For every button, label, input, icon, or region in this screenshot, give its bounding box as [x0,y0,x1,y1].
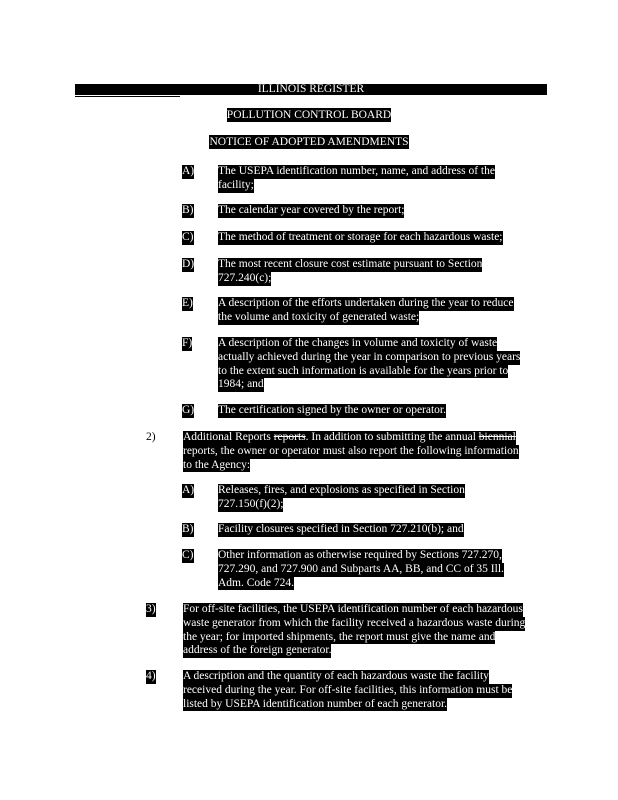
section-2-mark: 2) [146,431,156,443]
section-2-item-c-text: Other information as otherwise required by Sections 727.270, 727.290, and 727.900 and Subparts AA, BB, and CC of 35 Ill. Adm. Code 724. [218,549,504,589]
section-2-item-a-text: Releases, fires, and explosions as specified in Section 727.150(f)(2); [218,484,465,510]
section-2-text: Additional Reports reports. In addition to submitting the annual biennial reports, the owner or operator must also report the following information to the Agency: [183,431,519,471]
section-2-item-a-mark: A) [182,484,195,496]
register-title: ILLINOIS REGISTER [257,83,365,95]
notice-title-text: NOTICE OF ADOPTED AMENDMENTS [209,136,409,148]
section-4-mark: 4) [146,670,156,682]
item-f-text: A description of the changes in volume and toxicity of waste actually achieved during the year in comparison to previous years to the extent such information is available for the years prior to 1984; and [218,337,521,391]
board-title [0,108,618,122]
board-title-text: POLLUTION CONTROL BOARD [226,109,392,121]
notice-title [0,135,618,149]
section-4-text: A description and the quantity of each hazardous waste the facility received during the year. For off-site facilities, this information must be listed by USEPA identification number of each generator. [183,670,513,710]
item-d-mark: D) [182,258,195,270]
section-3-text: For off-site facilities, the USEPA identification number of each hazardous waste generator from which the facility received a hazardous waste during the year; for imported shipments, the report must give the name and address of the foreign generator. [183,603,526,657]
header-underline [75,96,180,97]
item-g-mark: G) [182,404,195,416]
section-3-mark: 3) [146,603,156,615]
section-2-item-b-text: Facility closures specified in Section 727.210(b); and [218,523,464,535]
item-c-mark: C) [182,231,194,243]
item-a-text: The USEPA identification number, name, and address of the facility; [218,165,495,191]
item-e-text: A description of the efforts undertaken during the year to reduce the volume and toxicity of generated waste; [218,297,514,323]
item-e-mark: E) [182,297,193,309]
item-a-mark: A) [182,165,195,177]
item-g-text: The certification signed by the owner or operator. [218,404,447,416]
item-c-text: The method of treatment or storage for each hazardous waste; [218,231,503,243]
item-b-text: The calendar year covered by the report; [218,204,405,216]
section-2-item-b-mark: B) [182,523,194,535]
item-f-mark: F) [182,337,193,349]
item-b-mark: B) [182,204,194,216]
item-d-text: The most recent closure cost estimate pursuant to Section 727.240(c); [218,258,483,284]
section-2-item-c-mark: C) [182,549,194,561]
register-header-bar [75,84,547,95]
